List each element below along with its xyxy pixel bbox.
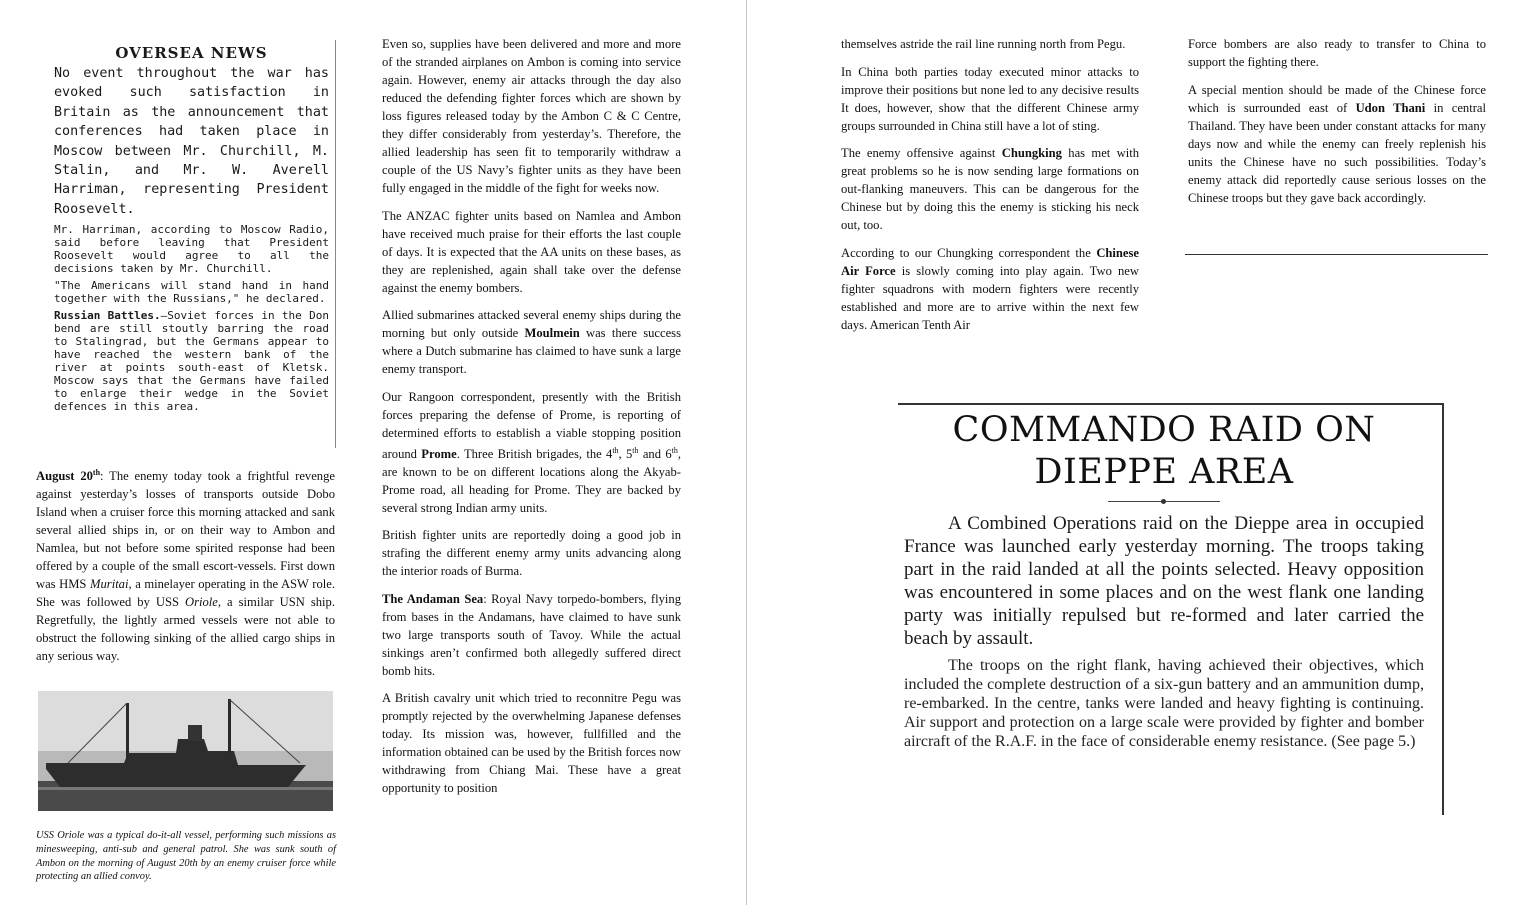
clipping-paragraph: "The Americans will stand hand in hand together with the Russians," he declared. bbox=[54, 279, 329, 306]
clipping-paragraph: Mr. Harriman, according to Moscow Radio, said before leaving that President Roosevelt would agree to all the decisions taken by Mr. Churchill. bbox=[54, 223, 329, 276]
place-name: Moulmein bbox=[524, 326, 580, 340]
paragraph: British fighter units are reportedly doing a good job in strafing the different enemy army units advancing along the interior roads of Burma. bbox=[382, 528, 681, 579]
ship-photo bbox=[38, 691, 333, 811]
clipping-subheading: Russian Battles. bbox=[54, 309, 161, 323]
paragraph: Even so, supplies have been delivered and more and more of the stranded airplanes on Ambon is coming into service again. However, enemy air attacks through the day also reduced the defending fighter forces which are shown by loss figures released today by the Ambon C & C Centre, they differ considerably from yesterday’s. Therefore, the allied leadership has seen fit to temporarily withdraw a couple of the US Navy’s fighter units as they have been fully engaged in the middle of the fight for weeks now. bbox=[382, 37, 681, 195]
clipping-title-line-2: DIEPPE AREA bbox=[1034, 452, 1294, 492]
place-name: Udon Thani bbox=[1355, 100, 1426, 115]
photo-caption: USS Oriole was a typical do-it-all vessel, performing such missions as minesweeping, anti-sub and general patrol. She was sunk south of Ambon on the morning of August 20th by an enemy cruiser force while protecting an allied convoy. bbox=[36, 830, 336, 883]
paragraph: The Andaman Sea: Royal Navy torpedo-bombers, flying from bases in the Andamans, have claimed to have sunk two large transports south of Tavoy. While the actual sinkings aren’t confirmed both allegedly suffered direct bomb hits. bbox=[382, 591, 681, 678]
clipping-title-line-1: COMMANDO RAID ON bbox=[952, 410, 1376, 450]
clipping-paragraph: The troops on the right flank, having achieved their objectives, which included the complete destruction of a six-gun battery and an ammunition dump, re-embarked. In the centre, tanks were landed and heavy fighting is continuing. Air support and protection on a large scale were provided by fighter and bomber aircraft of the R.A.F. in the face of considerable enemy resistance. (See page 5.) bbox=[904, 657, 1424, 750]
clipping-heading: OVERSEA NEWS bbox=[115, 44, 268, 62]
clipping-lead-paragraph: A Combined Operations raid on the Dieppe area in occupied France was launched early yesterday morning. The troops taking part in the raid landed at all the points selected. Heavy opposition was encountered in some places and on the west flank one landing party was initially repulsed but re-formed and later carried the beach by assault. bbox=[904, 513, 1424, 649]
newspaper-clipping-dieppe bbox=[898, 403, 1444, 815]
paragraph: themselves astride the rail line running north from Pegu. bbox=[841, 37, 1126, 51]
aug20-paragraph: August 20th: The enemy today took a frightful revenge against yesterday’s losses of transports outside Dobo Island when a cruiser force this morning attacked and sank several allied ships in, or on their way to Ambon and Namlea, but not before some spirited response had been offered by a couple of the small escort-vessels. First down was HMS Muritai, a minelayer operating in the ASW role. She was followed by USS Oriole, a similar USN ship. Regretfully, the lightly armed vessels were not able to obstruct the following sinking of the allied cargo ships in any serious way. bbox=[36, 468, 335, 664]
newspaper-clipping-oversea-news bbox=[50, 40, 336, 448]
clipping-lead-paragraph: No event throughout the war has evoked such satisfaction in Britain as the announcement that conferences had taken place in Moscow between Mr. Churchill, M. Stalin, and Mr. W. Averell Harriman, representing President Roosevelt. bbox=[54, 66, 329, 217]
paragraph: The ANZAC fighter units based on Namlea and Ambon have received much praise for their efforts the last couple of days. It is expected that the AA units on these bases, as they are replenished, again shall take over the defense against the enemy bombers. bbox=[382, 208, 681, 295]
ship-silhouette-image bbox=[38, 691, 333, 811]
column-2 bbox=[382, 35, 681, 807]
clipping-text: —Soviet forces in the Don bend are still stoutly barring the road to Stalingrad, but the Germans appear to have reached the western bank of the river at points south-east of Kletsk. Moscow says that the Germans have failed to enlarge their wedge in the Soviet defences in this area. bbox=[54, 309, 329, 414]
force-name: Chinese Air Force bbox=[841, 245, 1139, 278]
ornamental-rule bbox=[1108, 501, 1220, 502]
section-heading: The Andaman Sea bbox=[382, 591, 484, 606]
ship-name: Muritai bbox=[90, 577, 129, 592]
ship-name: Oriole bbox=[185, 595, 218, 610]
clipping-paragraph bbox=[54, 309, 329, 413]
column-1 bbox=[36, 464, 335, 675]
paragraph: Allied submarines attacked several enemy ships during the morning but only outside Moulmein was there success where a Dutch submarine has claimed to have sunk a large enemy transport. bbox=[382, 308, 681, 376]
column-3 bbox=[841, 35, 1139, 343]
paragraph: Force bombers are also ready to transfer to China to support the fighting there. bbox=[1188, 37, 1486, 69]
paragraph: According to our Chungking correspondent the Chinese Air Force is slowly coming into play again. Two new fighter squadrons with modern fighters were recently established and more are to arrive within the next few days. American Tenth Air bbox=[841, 245, 1139, 332]
paragraph: In China both parties today executed minor attacks to improve their positions but none led to any decisive results It does, however, show that the different Chinese army groups surrounded in China still have a lot of sting. bbox=[841, 64, 1139, 133]
page-divider bbox=[746, 0, 747, 905]
date-heading: August 20 bbox=[36, 469, 93, 484]
end-of-article-rule bbox=[1185, 254, 1488, 255]
paragraph: Our Rangoon correspondent, presently with the British forces preparing the defense of Prome, is reporting of determined efforts to establish a viable stopping position around Prome. Three British brigades, the 4th, 5th and 6th, are known to be on different locations along the Akyab-Prome road, all heading for Prome. They are backed by several strong Indian army units. bbox=[382, 389, 682, 515]
paragraph: A special mention should be made of the Chinese force which is surrounded east of Udon Thani in central Thailand. They have been under constant attacks for many days now and while the enemy can freely replenish his units the Chinese have no such possibilities. Today’s enemy attack did reportedly cause serious losses on the Chinese troops but they gave back accordingly. bbox=[1188, 82, 1486, 205]
place-name: Chungking bbox=[1001, 146, 1062, 160]
paragraph: The enemy offensive against Chungking has met with great problems so he is now sending large formations on out-flanking maneuvers. This can be dangerous for the Chinese but by doing this the enemy is sticking his neck out, too. bbox=[841, 146, 1139, 232]
place-name: Prome bbox=[421, 446, 457, 461]
paragraph: A British cavalry unit which tried to reconnitre Pegu was promptly rejected by the overwhelming Japanese defenses today. Its mission was, however, fullfilled and the information obtained can be used by the British forces now withdrawing from Chiang Mai. These have a great opportunity to position bbox=[382, 691, 681, 796]
column-4 bbox=[1188, 35, 1486, 216]
